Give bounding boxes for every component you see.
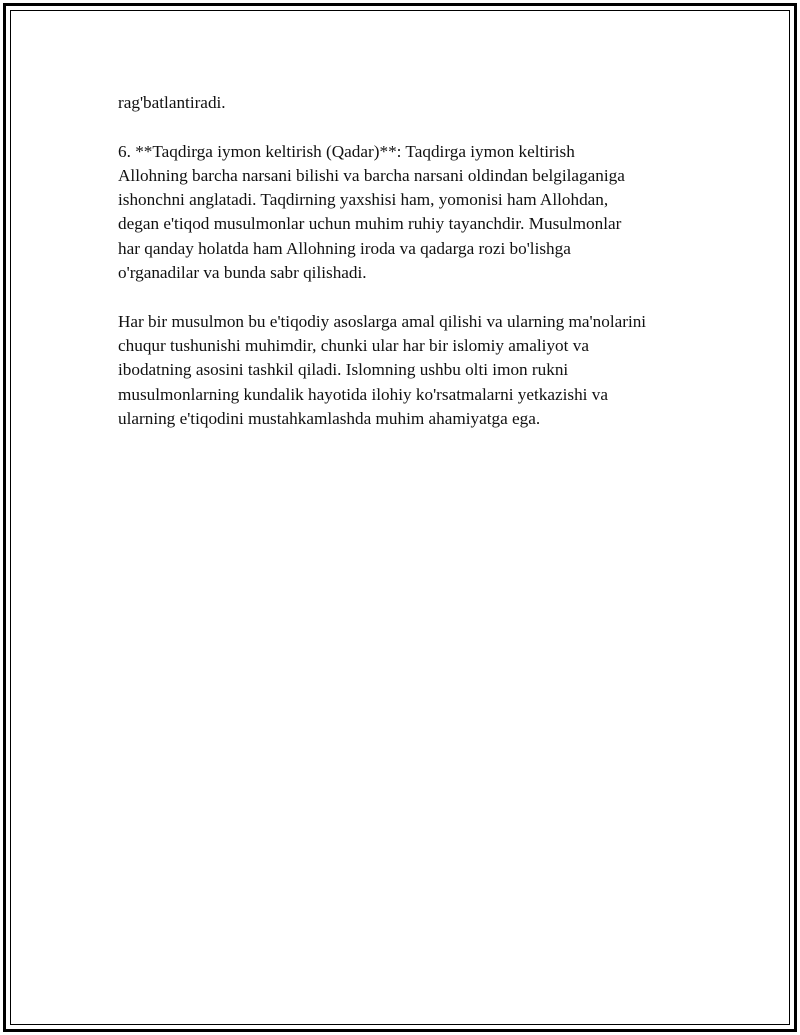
text-line: Allohning barcha narsani bilishi va barcha narsani oldindan belgilaganiga xyxy=(118,165,625,185)
text-line: har qanday holatda ham Allohning iroda va qadarga rozi bo'lishga xyxy=(118,238,571,258)
paragraph-continuation xyxy=(118,91,708,115)
text-line: chuqur tushunishi muhimdir, chunki ular har bir islomiy amaliyot va xyxy=(118,335,589,355)
paragraph-conclusion xyxy=(118,310,708,431)
text-line: degan e'tiqod musulmonlar uchun muhim ruhiy tayanchdir. Musulmonlar xyxy=(118,214,622,234)
paragraph-qadar xyxy=(118,140,708,286)
text-line: rag'batlantiradi. xyxy=(118,93,226,112)
text-line: ularning e'tiqodini mustahkamlashda muhim ahamiyatga ega. xyxy=(118,408,541,428)
document-body xyxy=(118,91,708,455)
text-line: 6. **Taqdirga iymon keltirish (Qadar)**: Taqdirga iymon keltirish xyxy=(118,141,575,161)
text-line: Har bir musulmon bu e'tiqodiy asoslarga amal qilishi va ularning ma'nolarini xyxy=(118,311,647,331)
text-line: ishonchni anglatadi. Taqdirning yaxshisi ham, yomonisi ham Allohdan, xyxy=(118,190,609,210)
text-line: ibodatning asosini tashkil qiladi. Islomning ushbu olti imon rukni xyxy=(118,360,569,380)
text-line: o'rganadilar va bunda sabr qilishadi. xyxy=(118,263,367,283)
text-line: musulmonlarning kundalik hayotida ilohiy ko'rsatmalarni yetkazishi va xyxy=(118,384,608,404)
